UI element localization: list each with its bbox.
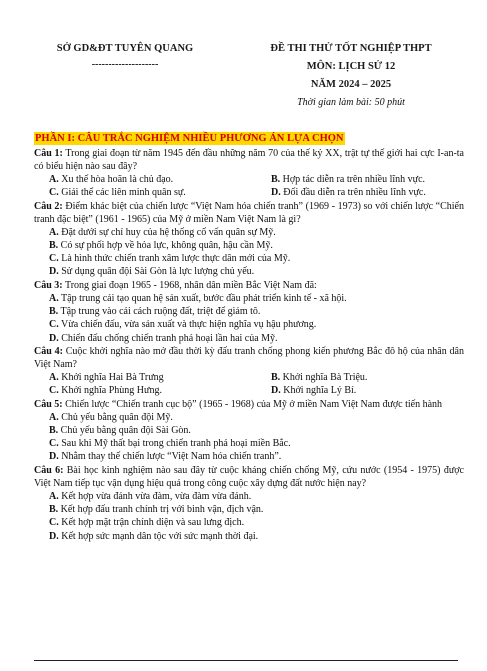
option-c[interactable] (34, 384, 256, 397)
option-text: Giải thể các liên minh quân sự. (58, 187, 186, 199)
option-text: Sau khi Mỹ thất bại trong chiến tranh phá hoại miền Bắc. (58, 438, 291, 450)
option-text: Tập trung vào cải cách ruộng đất, triệt để giảm tô. (58, 306, 261, 318)
option-text: Kết hợp sức mạnh dân tộc với sức mạnh thời đại. (58, 530, 259, 542)
question (34, 464, 464, 490)
option-text: Sử dụng quân đội Sài Gòn là lực lượng chủ yếu. (58, 266, 255, 278)
options-list (34, 411, 464, 464)
option-key: D. (49, 266, 59, 278)
exam-title: ĐỀ THI THỬ TỐT NGHIỆP THPT (270, 43, 432, 54)
question (34, 345, 464, 371)
question (34, 279, 464, 292)
option-key: C. (49, 253, 59, 265)
option-text: Chiến đấu chống chiến tranh phá hoại lần hai của Mỹ. (58, 332, 278, 344)
option-key: A. (49, 226, 59, 238)
option-text: Là hình thức chiến tranh xâm lược thực dân mới của Mỹ. (58, 253, 291, 265)
option-text: Khởi nghĩa Bà Triệu. (280, 371, 368, 383)
footer-divider (34, 660, 458, 661)
option-key: B. (49, 504, 59, 516)
header-dash-divider: -------------------- (91, 59, 159, 70)
option-a[interactable] (34, 411, 464, 424)
option-key: A. (49, 292, 59, 304)
exam-year: NĂM 2024 – 2025 (310, 79, 392, 90)
exam-time: Thời gian làm bài: 50 phút (297, 97, 405, 108)
option-text: Kết hợp đấu tranh chính trị với binh vận, địch vận. (58, 504, 264, 516)
question (34, 200, 464, 226)
option-c[interactable] (34, 437, 464, 450)
option-key: B. (49, 239, 59, 251)
option-b[interactable] (34, 239, 464, 252)
option-text: Khởi nghĩa Hai Bà Trưng (58, 371, 164, 383)
option-c[interactable] (34, 516, 464, 529)
option-c[interactable] (34, 252, 464, 265)
option-key: A. (49, 490, 59, 502)
option-d[interactable] (256, 186, 456, 199)
question-text: Bài học kinh nghiệm nào sau đây từ cuộc kháng chiến chống Mỹ, cứu nước (1954 - 1975) được Việt Nam tiếp tục vận dụng hiệu quả trong công cuộc xây dựng đất nước hiện nay? (34, 464, 464, 489)
option-text: Khởi nghĩa Lý Bí. (280, 385, 357, 397)
options-list (34, 292, 464, 345)
question-text: Chiến lược “Chiến tranh cục bộ” (1965 - 1968) của Mỹ ở miền Nam Việt Nam được tiến hành (62, 398, 443, 410)
options-list (34, 226, 464, 279)
question-label: Câu 6: (34, 464, 64, 476)
option-text: Nhằm thay thế chiến lược “Việt Nam hóa chiến tranh”. (58, 451, 282, 463)
department-name: SỞ GD&ĐT TUYÊN QUANG (56, 43, 194, 54)
exam-subject: MÔN: LỊCH SỬ 12 (306, 61, 396, 72)
option-key: C. (49, 187, 59, 199)
option-key: C. (49, 517, 59, 529)
option-key: D. (49, 332, 59, 344)
option-key: C. (49, 438, 59, 450)
option-d[interactable] (34, 332, 464, 345)
option-key: A. (49, 411, 59, 423)
options-list (34, 173, 464, 200)
option-text: Chủ yếu bằng quân đội Mỹ. (58, 411, 173, 423)
option-key: D. (271, 385, 281, 397)
option-key: B. (271, 174, 281, 185)
option-text: Đối đầu diễn ra trên nhiều lĩnh vực. (280, 187, 426, 199)
question-text: Trong giai đoạn 1965 - 1968, nhân dân miền Bắc Việt Nam đã: (62, 279, 317, 291)
option-key: A. (49, 174, 59, 185)
option-d[interactable] (34, 450, 464, 463)
question-label: Câu 2: (34, 200, 63, 212)
option-key: B. (49, 424, 59, 436)
option-key: B. (49, 306, 59, 318)
option-d[interactable] (256, 384, 456, 397)
option-key: A. (49, 371, 59, 383)
option-text: Đặt dưới sự chỉ huy của hệ thống cố vấn quân sự Mỹ. (58, 226, 276, 238)
header-right (232, 40, 470, 112)
option-text: Tập trung cải tạo quan hệ sản xuất, bước đầu phát triển kinh tế - xã hội. (58, 292, 347, 304)
question-text: Trong giai đoạn từ năm 1945 đến đầu những năm 70 của thế kỷ XX, trật tự thế giới hai cực I-an-ta có biểu hiện nào sau đây? (34, 148, 464, 172)
option-text: Có sự phối hợp về hỏa lực, không quân, hậu cần Mỹ. (58, 239, 273, 251)
option-d[interactable] (34, 265, 464, 278)
option-b[interactable] (256, 371, 456, 384)
option-c[interactable] (34, 318, 464, 331)
header-left (30, 40, 220, 72)
option-a[interactable] (34, 173, 256, 186)
question (34, 398, 464, 411)
option-key: D. (49, 451, 59, 463)
option-key: D. (271, 187, 281, 199)
option-b[interactable] (34, 424, 464, 437)
option-text: Hợp tác diễn ra trên nhiều lĩnh vực. (280, 174, 426, 185)
option-a[interactable] (34, 226, 464, 239)
option-b[interactable] (34, 305, 464, 318)
option-key: C. (49, 385, 59, 397)
option-c[interactable] (34, 186, 256, 199)
options-list (34, 490, 464, 543)
option-key: B. (271, 371, 281, 383)
question-label: Câu 5: (34, 398, 63, 410)
option-key: D. (49, 530, 59, 542)
option-b[interactable] (256, 173, 456, 186)
option-a[interactable] (34, 292, 464, 305)
option-b[interactable] (34, 503, 464, 516)
question-text: Điểm khác biệt của chiến lược “Việt Nam hóa chiến tranh” (1969 - 1973) so với chiến lược “Chiến tranh đặc biệt” (1961 - 1965) của Mỹ ở miền Nam Việt Nam là gì? (34, 200, 464, 225)
question (34, 147, 464, 173)
options-list (34, 371, 464, 398)
option-text: Vừa chiến đấu, vừa sản xuất và thực hiện nghĩa vụ hậu phương. (58, 319, 317, 331)
option-text: Xu thế hòa hoãn là chủ đạo. (58, 174, 174, 185)
option-text: Chủ yếu bằng quân đội Sài Gòn. (58, 424, 191, 436)
option-text: Khởi nghĩa Phùng Hưng. (58, 385, 162, 397)
option-a[interactable] (34, 371, 256, 384)
question-label: Câu 3: (34, 279, 63, 291)
question-label: Câu 1: (34, 148, 63, 159)
option-d[interactable] (34, 530, 464, 543)
option-text: Kết hợp mặt trận chính diện và sau lưng địch. (58, 517, 245, 529)
question-text: Cuộc khởi nghĩa nào mở đầu thời kỳ đấu tranh chống phong kiến phương Bắc đô hộ của nhân dân Việt Nam? (34, 345, 464, 370)
section-title: PHẦN I: CÂU TRẮC NGHIỆM NHIỀU PHƯƠNG ÁN LỰA CHỌN (35, 133, 344, 144)
option-a[interactable] (34, 490, 464, 503)
option-key: C. (49, 319, 59, 331)
exam-content (34, 128, 464, 543)
question-label: Câu 4: (34, 345, 63, 357)
option-text: Kết hợp vừa đánh vừa đàm, vừa đàm vừa đánh. (58, 490, 252, 502)
